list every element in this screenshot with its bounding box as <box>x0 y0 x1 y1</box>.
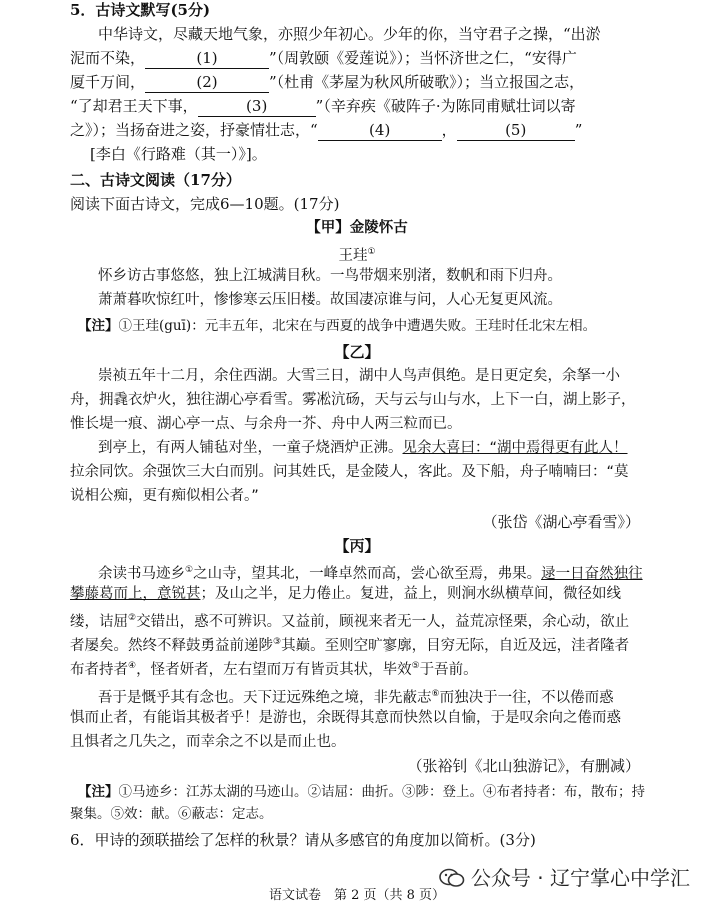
q5-line-3: 厦千万间， (2) ”（杜甫《茅屋为秋风所破歌》）；当立报国之志， <box>70 73 585 91</box>
passage-yi-line-5: 拉余同饮。余强饮三大白而别。问其姓氏，是金陵人，客此。及下船，舟子喃喃曰：“莫 <box>70 464 629 480</box>
passage-yi-line-4: 到亭上，有两人铺毡对坐，一童子烧酒炉正沸。见余大喜曰：“湖中焉得更有此人！ <box>98 440 628 456</box>
answer-blank-4[interactable]: (4) <box>318 120 442 141</box>
q5-line-5: 之》）；当扬奋进之姿，抒豪情壮志，“ (4) ， (5) ” <box>70 121 583 139</box>
passage-yi-line-2: 舟，拥毳衣炉火，独往湖心亭看雪。雾凇沆砀，天与云与山与水，上下一白，湖上影子， <box>70 392 636 408</box>
passage-yi-line-3: 惟长堤一痕、湖心亭一点、与余舟一芥、舟中人两三粒而已。 <box>70 416 462 432</box>
poem-jia-author: 王珪① <box>338 247 376 264</box>
poem-jia-line-2: 萧萧暮吹惊红叶，惨惨寒云压旧楼。故国凄凉谁与问，人心无复更风流。 <box>98 292 562 308</box>
passage-yi-line-6: 说相公痴，更有痴似相公者。” <box>70 488 259 504</box>
q5-line-4: “了却君王天下事， (3) ”（辛弃疾《破阵子·为陈同甫赋壮词以寄 <box>70 97 576 115</box>
passage-bing-line-7: 惧而止者，有能诣其极者乎！是游也，余既得其意而快然以自愉，于是叹余向之倦而惑 <box>70 710 621 726</box>
passage-bing-line-5: 布者持者④，怪者妍者，左右望而万有皆贡其状，毕效⑤于吾前。 <box>70 661 478 678</box>
question-6: 6．甲诗的颈联描绘了怎样的秋景？请从多感官的角度加以简析。(3分) <box>70 831 536 849</box>
passage-bing-line-3: 缕，诘屈②交错出，惑不可辨识。又益前，顾视来者无一人，益荒凉怪栗，余心动，欲止 <box>70 613 630 630</box>
passage-bing-line-2: 攀藤葛而上，意锐甚；及山之半，足力倦止。复进，益上，则涧水纵横草间，微径如线 <box>70 586 621 602</box>
q5-line-2: 泥而不染， (1) ”（周敦颐《爱莲说》）；当怀济世之仁，“安得广 <box>70 49 577 67</box>
section-2-intro: 阅读下面古诗文，完成6—10题。(17分) <box>70 195 340 213</box>
passage-yi-source: （张岱《湖心亭看雪》） <box>482 513 640 531</box>
passage-bing-line-4: 者屡矣。然终不释鼓勇益前递陟③其巅。至则空旷寥廓，目穷无际，自近及远，洼者隆者 <box>70 637 630 654</box>
watermark: 公众号 · 辽宁掌心中学汇 <box>439 862 690 891</box>
page-footer: 语文试卷 第 2 页（共 8 页） <box>268 888 446 903</box>
passage-bing-note-1: 【注】①马迹乡：江苏太湖的马迹山。②诘屈：曲折。③陟：登上。④布者持者：布，散布；持 <box>78 784 645 800</box>
passage-bing-line-8: 且惧者之几失之，而幸余之不以是而止也。 <box>70 734 346 750</box>
answer-blank-5[interactable]: (5) <box>457 120 575 141</box>
passage-bing-source: （张裕钊《北山独游记》，有删减） <box>407 757 640 775</box>
underlined-sentence-end: 攀藤葛而上，意锐甚 <box>70 586 201 602</box>
section-2-title: 二、古诗文阅读（17分） <box>70 171 241 189</box>
underlined-sentence: 见余大喜曰：“湖中焉得更有此人！ <box>402 440 628 456</box>
poem-jia-line-1: 怀乡访古事悠悠，独上江城满目秋。一鸟带烟来别渚，数帆和雨下归舟。 <box>98 268 562 284</box>
q5-line-1: 中华诗文，尽藏天地气象，亦照少年初心。少年的你，当守君子之操，“出淤 <box>98 25 601 43</box>
underlined-sentence-start: 逯一日奋然独往 <box>541 565 643 582</box>
passage-bing-note-2: 聚集。⑤效：献。⑥蔽志：定志。 <box>70 806 273 822</box>
answer-blank-2[interactable]: (2) <box>145 72 269 93</box>
q5-title: 5．古诗文默写(5分) <box>70 1 211 19</box>
answer-blank-1[interactable]: (1) <box>145 48 269 69</box>
passage-yi-title: 【乙】 <box>334 343 380 361</box>
q5-line-6: [李白《行路难（其一）》]。 <box>90 145 267 163</box>
passage-bing-line-6: 吾于是慨乎其有念也。天下迂远殊绝之境，非先蔽志⑥而独决于一往，不以倦而惑 <box>98 689 614 706</box>
poem-jia-note: 【注】①王珪(guī)：元丰五年，北宋在与西夏的战争中遭遇失败。王珪时任北宋左相。 <box>78 318 597 334</box>
poem-jia-title: 【甲】金陵怀古 <box>306 220 408 236</box>
passage-bing-line-1: 余读书马迹乡①之山寺，望其北，一峰卓然而高，尝心欲至焉，弗果。逯一日奋然独往 <box>98 565 643 582</box>
passage-bing-title: 【丙】 <box>334 537 380 555</box>
passage-yi-line-1: 崇祯五年十二月，余住西湖。大雪三日，湖中人鸟声俱绝。是日更定矣，余拏一小 <box>98 368 620 384</box>
answer-blank-3[interactable]: (3) <box>198 96 316 117</box>
